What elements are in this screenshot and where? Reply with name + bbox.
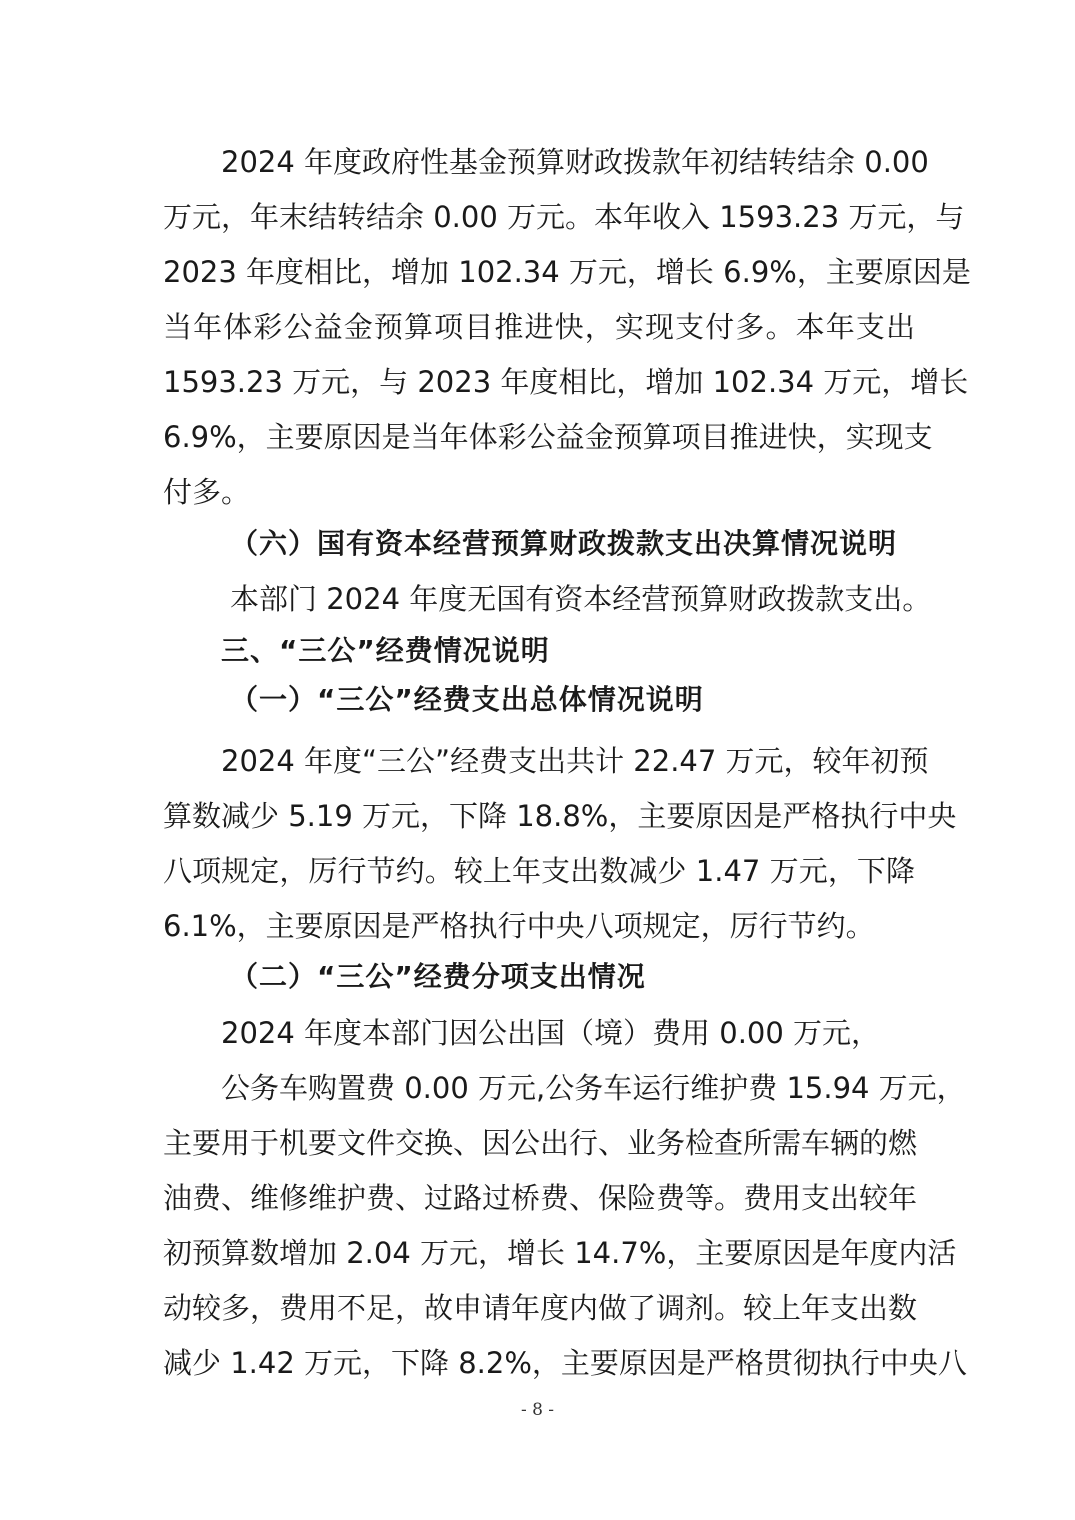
paragraph-line: 2024 年度“三公”经费支出共计 22.47 万元，较年初预 <box>221 744 929 778</box>
paragraph-line: 主要用于机要文件交换、因公出行、业务检查所需车辆的燃 <box>163 1126 918 1160</box>
paragraph-line: 万元，年末结转结余 0.00 万元。本年收入 1593.23 万元，与 <box>163 200 965 234</box>
paragraph-line: 油费、维修维护费、过路过桥费、保险费等。费用支出较年 <box>163 1181 918 1215</box>
paragraph-line: 2023 年度相比，增加 102.34 万元，增长 6.9%，主要原因是 <box>163 255 971 289</box>
section-heading: （二）“三公”经费分项支出情况 <box>230 960 646 993</box>
paragraph-line: 6.9%，主要原因是当年体彩公益金预算项目推进快，实现支 <box>163 420 933 454</box>
section-heading: （一）“三公”经费支出总体情况说明 <box>230 683 704 716</box>
paragraph-line: 减少 1.42 万元，下降 8.2%，主要原因是严格贯彻执行中央八 <box>163 1346 967 1380</box>
chapter-heading: 三、“三公”经费情况说明 <box>221 634 550 667</box>
paragraph-line: 1593.23 万元，与 2023 年度相比，增加 102.34 万元，增长 <box>163 365 969 399</box>
paragraph-line: 2024 年度政府性基金预算财政拨款年初结转结余 0.00 <box>221 145 929 179</box>
paragraph-line: 2024 年度本部门因公出国（境）费用 0.00 万元， <box>221 1016 881 1050</box>
paragraph-line: 付多。 <box>163 475 251 509</box>
page-number: - 8 - <box>520 1400 555 1420</box>
paragraph-line: 本部门 2024 年度无国有资本经营预算财政拨款支出。 <box>230 582 932 616</box>
paragraph-line: 八项规定，厉行节约。较上年支出数减少 1.47 万元，下降 <box>163 854 915 888</box>
section-heading: （六）国有资本经营预算财政拨款支出决算情况说明 <box>230 527 898 560</box>
paragraph-line: 动较多，费用不足，故申请年度内做了调剂。较上年支出数 <box>163 1291 918 1325</box>
paragraph-line: 当年体彩公益金预算项目推进快，实现支付多。本年支出 <box>163 310 915 344</box>
paragraph-line: 算数减少 5.19 万元，下降 18.8%，主要原因是严格执行中央 <box>163 799 957 833</box>
paragraph-line: 公务车购置费 0.00 万元,公务车运行维护费 15.94 万元， <box>221 1071 966 1105</box>
paragraph-line: 6.1%，主要原因是严格执行中央八项规定，厉行节约。 <box>163 909 875 943</box>
paragraph-line: 初预算数增加 2.04 万元，增长 14.7%，主要原因是年度内活 <box>163 1236 957 1270</box>
